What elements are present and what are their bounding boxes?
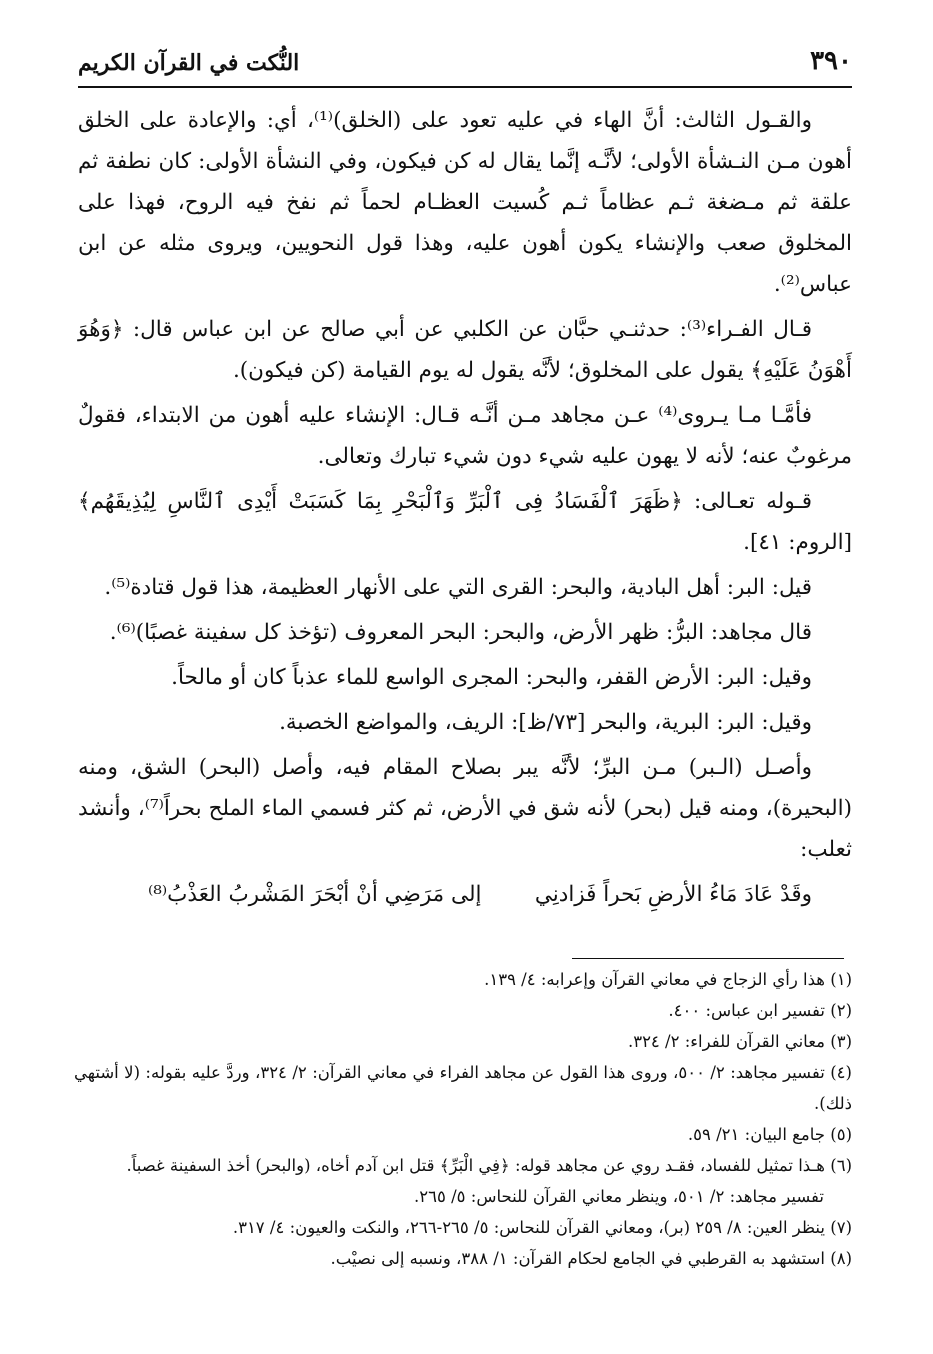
paragraph-farra: قـال الفـراء⁽³⁾: حدثنـي حبَّان عن الكلبي عن أبي صالح عن ابن عباس قال: ﴿وَهُوَ أَهْوَنُ عَلَيْهِ﴾ يقول على المخلوق؛ لأنَّه يقول له يوم القيامة (كن فيكون). <box>78 317 852 383</box>
footnote-4: (٤) تفسير مجاهد: ٢/ ٥٠٠، وروى هذا القول عن مجاهد الفراء في معاني القرآن: ٢/ ٣٢٤، وردَّ عليه بقوله: (لا أشتهي ذلك). <box>74 1063 852 1113</box>
running-title: النُّكت في القرآن الكريم <box>78 50 300 76</box>
footnote-7: (٧) ينظر العين: ٨/ ٢٥٩ (بر)، ومعاني القرآن للنحاس: ٥/ ٢٦٥-٢٦٦، والنكت والعيون: ٤/ ٣١٧. <box>232 1218 852 1237</box>
paragraph-mujahid-barr: قال مجاهد: البرُّ: ظهر الأرض، والبحر: البحر المعروف (تؤخذ كل سفينة غصبًا)⁽⁶⁾. <box>109 620 812 645</box>
page-header <box>78 40 852 88</box>
verse-first-hemistich: وقَدْ عَادَ مَاءُ الأرضِ بَحراً فَزادنِي <box>534 882 812 907</box>
footnote-1: (١) هذا رأي الزجاج في معاني القرآن وإعرابه: ٤/ ١٣٩. <box>484 970 852 989</box>
page-number: ٣٩٠ <box>810 46 852 76</box>
footnote-8: (٨) استشهد به القرطبي في الجامع لحكام القرآن: ١/ ٣٨٨، ونسبه إلى نصيْب. <box>330 1249 852 1268</box>
paragraph-third-opinion: والقـول الثالث: أنَّ الهاء في عليه تعود على (الخلق)⁽¹⁾، أي: والإعادة على الخلق أهون مـن النـشأة الأولى؛ لأنَّـه إنَّما يقال له كن فيكون، وفي النشأة الأولى: كان نطفة ثم علقة ثم مـضغة ثـم عظاماً ثـم كُسيت العظـام لحماً ثم نفخ فيه الروح، فهذا على المخلوق صعب والإنشاء يكون أهون عليه، وهذا قول النحويين، ويروى مثله عن ابن عباس⁽²⁾. <box>78 108 852 297</box>
paragraph-qatada: قيل: البر: أهل البادية، والبحر: القرى التي على الأنهار العظيمة، هذا قول قتادة⁽⁵⁾. <box>104 575 812 600</box>
paragraph-origin-barr: وأصـل (الـبر) مـن البرِّ؛ لأنَّه يبر بصلاح المقام فيه، وأصل (البحر) الشق، ومنه (البحيرة)، ومنه قيل (بحر) لأنه شق في الأرض، ثم كثر فسمي الماء الملح بحراً⁽⁷⁾، وأنشد ثعلب: <box>78 755 852 862</box>
footnotes <box>74 964 852 1274</box>
footnote-2: (٢) تفسير ابن عباس: ٤٠٠. <box>668 1001 852 1020</box>
paragraph-verse-quote: قـوله تعـالى: ﴿ظَهَرَ ٱلْفَسَادُ فِى ٱلْبَرِّ وَٱلْبَحْرِ بِمَا كَسَبَتْ أَيْدِى ٱلنَّاسِ لِيُذِيقَهُم﴾ [الروم: ٤١]. <box>78 489 852 555</box>
header-rule <box>78 86 852 88</box>
paragraph-bariyya: وقيل: البر: البرية، والبحر [٧٣/ظ]: الريف، والمواضع الخصبة. <box>279 710 812 735</box>
footnote-separator <box>572 958 844 959</box>
poetry-verse <box>78 874 852 915</box>
footnote-6-continuation: تفسير مجاهد: ٢/ ٥٠١، وينظر معاني القرآن للنحاس: ٥/ ٢٦٥. <box>414 1187 824 1206</box>
paragraph-qafr: وقيل: البر: الأرض القفر، والبحر: المجرى الواسع للماء عذباً كان أو مالحاً. <box>171 665 812 690</box>
footnote-5: (٥) جامع البيان: ٢١/ ٥٩. <box>687 1125 852 1144</box>
main-text <box>78 100 852 915</box>
paragraph-mujahid: فأمَّـا مـا يـروى⁽⁴⁾ عـن مجاهد مـن أنَّـه قـال: الإنشاء عليه أهون من الابتداء، فقولٌ مرغوبٌ عنه؛ لأنه لا يهون عليه شيء دون شيء تبارك وتعالى. <box>78 403 852 469</box>
footnote-6: (٦) هـذا تمثيل للفساد، فقـد روي عن مجاهد قوله: ﴿فِي الْبَرِّ﴾ قتل ابن آدم أخاه، (والبحر) أخذ السفينة غصباً. <box>126 1156 852 1175</box>
footnote-3: (٣) معاني القرآن للفراء: ٢/ ٣٢٤. <box>627 1032 852 1051</box>
verse-second-hemistich: إلى مَرَضِي أنْ أبْحَرَ المَشْربُ العَذْبُ⁽⁸⁾ <box>148 882 482 907</box>
